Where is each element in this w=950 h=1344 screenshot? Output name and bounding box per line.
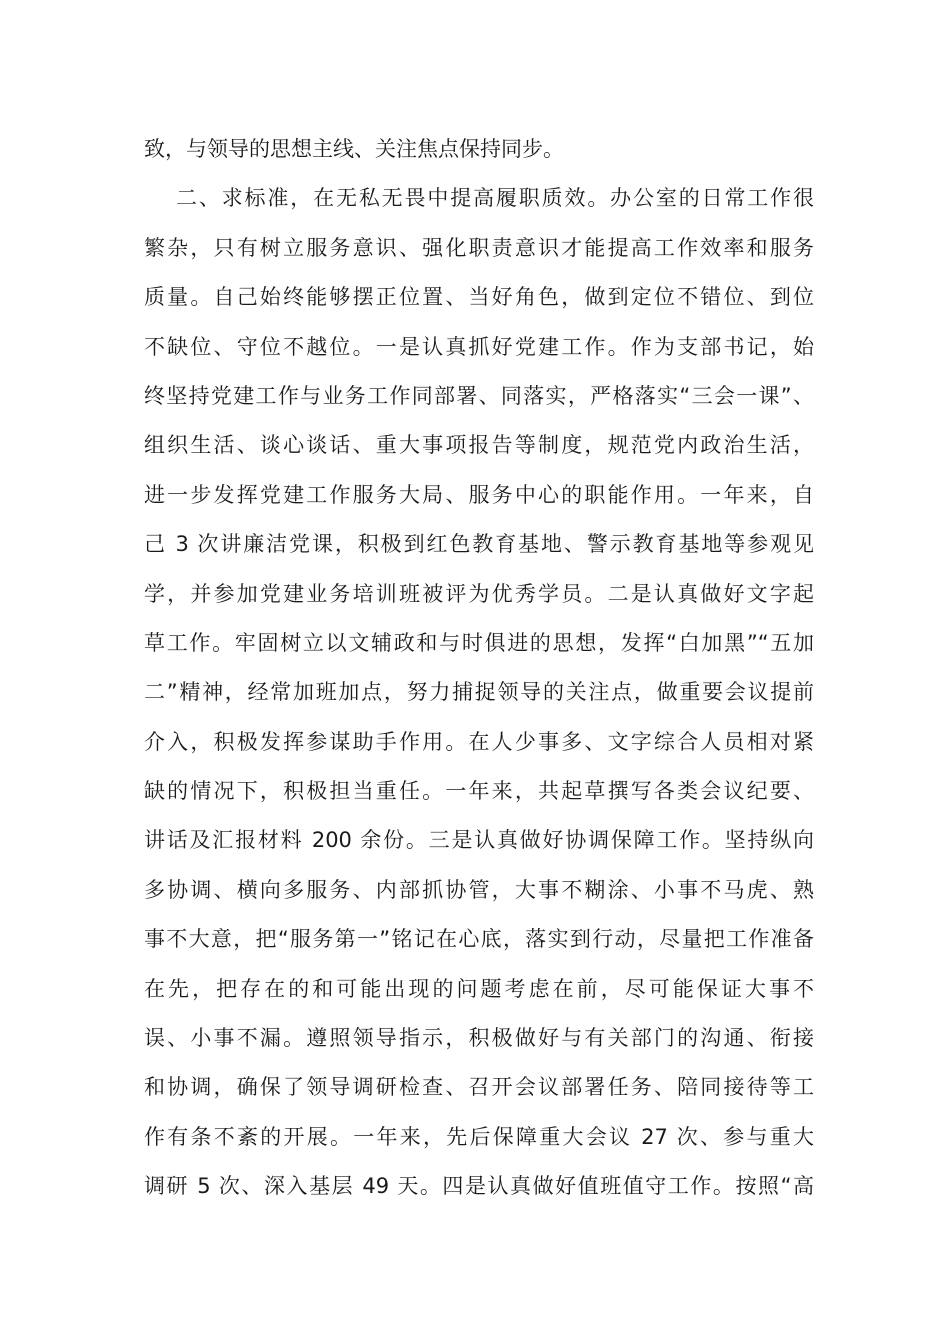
text-line: 繁杂，只有树立服务意识、强化职责意识才能提高工作效率和服务 <box>144 235 814 260</box>
text-line: 二”精神，经常加班加点，努力捕捉领导的关注点，做重要会议提前 <box>144 680 814 705</box>
text-line: 介入，积极发挥参谋助手作用。在人少事多、文字综合人员相对紧 <box>144 729 814 754</box>
text-line: 致，与领导的思想主线、关注焦点保持同步。 <box>144 137 564 161</box>
text-line: 误、小事不漏。遵照领导指示，积极做好与有关部门的沟通、衔接 <box>144 1026 814 1051</box>
text-line: 草工作。牢固树立以文辅政和与时俱进的思想，发挥“白加黑”“五加 <box>144 630 814 655</box>
text-line: 不缺位、守位不越位。一是认真抓好党建工作。作为支部书记，始 <box>144 334 814 359</box>
body-text <box>144 125 814 1212</box>
text-line: 事不大意，把“服务第一”铭记在心底，落实到行动，尽量把工作准备 <box>144 927 814 952</box>
text-line: 作有条不紊的开展。一年来，先后保障重大会议 27 次、参与重大 <box>144 1124 814 1149</box>
paragraph-first-line: 二、求标准，在无私无畏中提高履职质效。办公室的日常工作很 <box>176 186 814 211</box>
text-line: 讲话及汇报材料 200 余份。三是认真做好协调保障工作。坚持纵向 <box>144 828 814 853</box>
text-line: 在先，把存在的和可能出现的问题考虑在前，尽可能保证大事不 <box>144 976 814 1001</box>
text-line: 进一步发挥党建工作服务大局、服务中心的职能作用。一年来，自 <box>144 482 814 507</box>
text-line: 缺的情况下，积极担当重任。一年来，共起草撰写各类会议纪要、 <box>144 779 814 804</box>
text-line: 和协调，确保了领导调研检查、召开会议部署任务、陪同接待等工 <box>144 1075 814 1100</box>
text-line: 终坚持党建工作与业务工作同部署、同落实，严格落实“三会一课”、 <box>144 383 814 408</box>
text-line: 己 3 次讲廉洁党课，积极到红色教育基地、警示教育基地等参观见 <box>144 532 814 557</box>
text-line: 调研 5 次、深入基层 49 天。四是认真做好值班值守工作。按照“高 <box>144 1174 814 1199</box>
text-line: 多协调、横向多服务、内部抓协管，大事不糊涂、小事不马虎、熟 <box>144 877 814 902</box>
text-line: 学，并参加党建业务培训班被评为优秀学员。二是认真做好文字起 <box>144 581 814 606</box>
text-line: 质量。自己始终能够摆正位置、当好角色，做到定位不错位、到位 <box>144 285 814 310</box>
text-line: 组织生活、谈心谈话、重大事项报告等制度，规范党内政治生活， <box>144 433 814 458</box>
